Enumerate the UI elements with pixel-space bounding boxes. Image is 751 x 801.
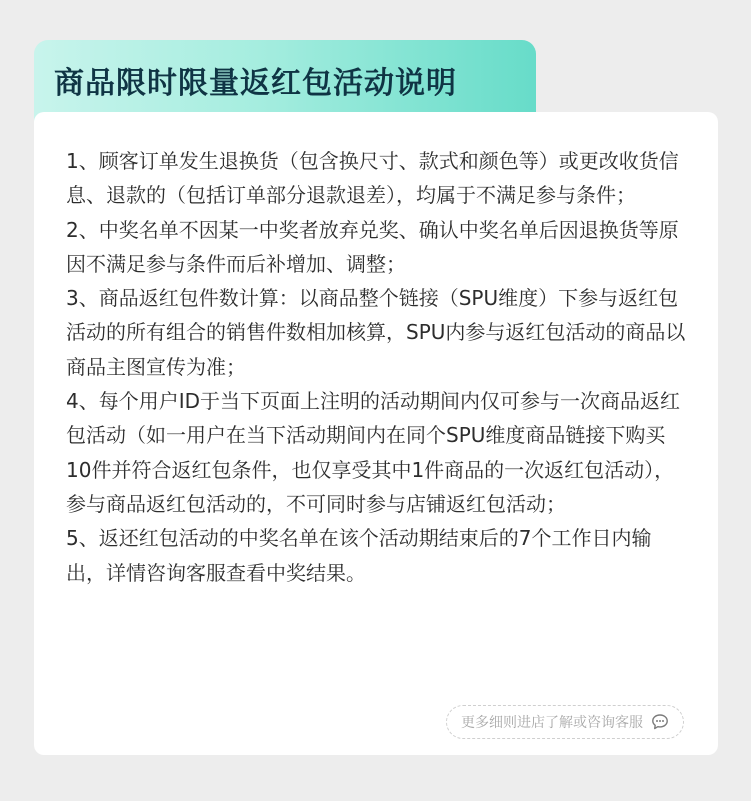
chat-bubble-icon [651,713,669,731]
rule-item-5: 5、返还红包活动的中奖名单在该个活动期结束后的7个工作日内输出，详情咨询客服查看中奖结果。 [66,526,652,585]
rule-item-1: 1、顾客订单发生退换货（包含换尺寸、款式和颜色等）或更改收货信息、退款的（包括订单部分退款退差），均属于不满足参与条件； [66,149,679,208]
rules-card [34,112,718,755]
rules-list [66,144,690,590]
more-rules-link[interactable] [446,705,684,739]
more-rules-label: 更多细则进店了解或咨询客服 [461,715,643,731]
rule-item-4: 4、每个用户ID于当下页面上注明的活动期间内仅可参与一次商品返红包活动（如一用户在当下活动期间内在同个SPU维度商品链接下购买10件并符合返红包条件，也仅享受其中1件商品的一次返红包活动），参与商品返红包活动的，不可同时参与店铺返红包活动； [66,389,681,516]
page-title: 商品限时限量返红包活动说明 [54,66,457,101]
rule-item-3: 3、商品返红包件数计算：以商品整个链接（SPU维度）下参与返红包活动的所有组合的销售件数相加核算，SPU内参与返红包活动的商品以商品主图宣传为准； [66,286,686,379]
rule-item-2: 2、中奖名单不因某一中奖者放弃兑奖、确认中奖名单后因退换货等原因不满足参与条件而后补增加、调整； [66,217,679,276]
